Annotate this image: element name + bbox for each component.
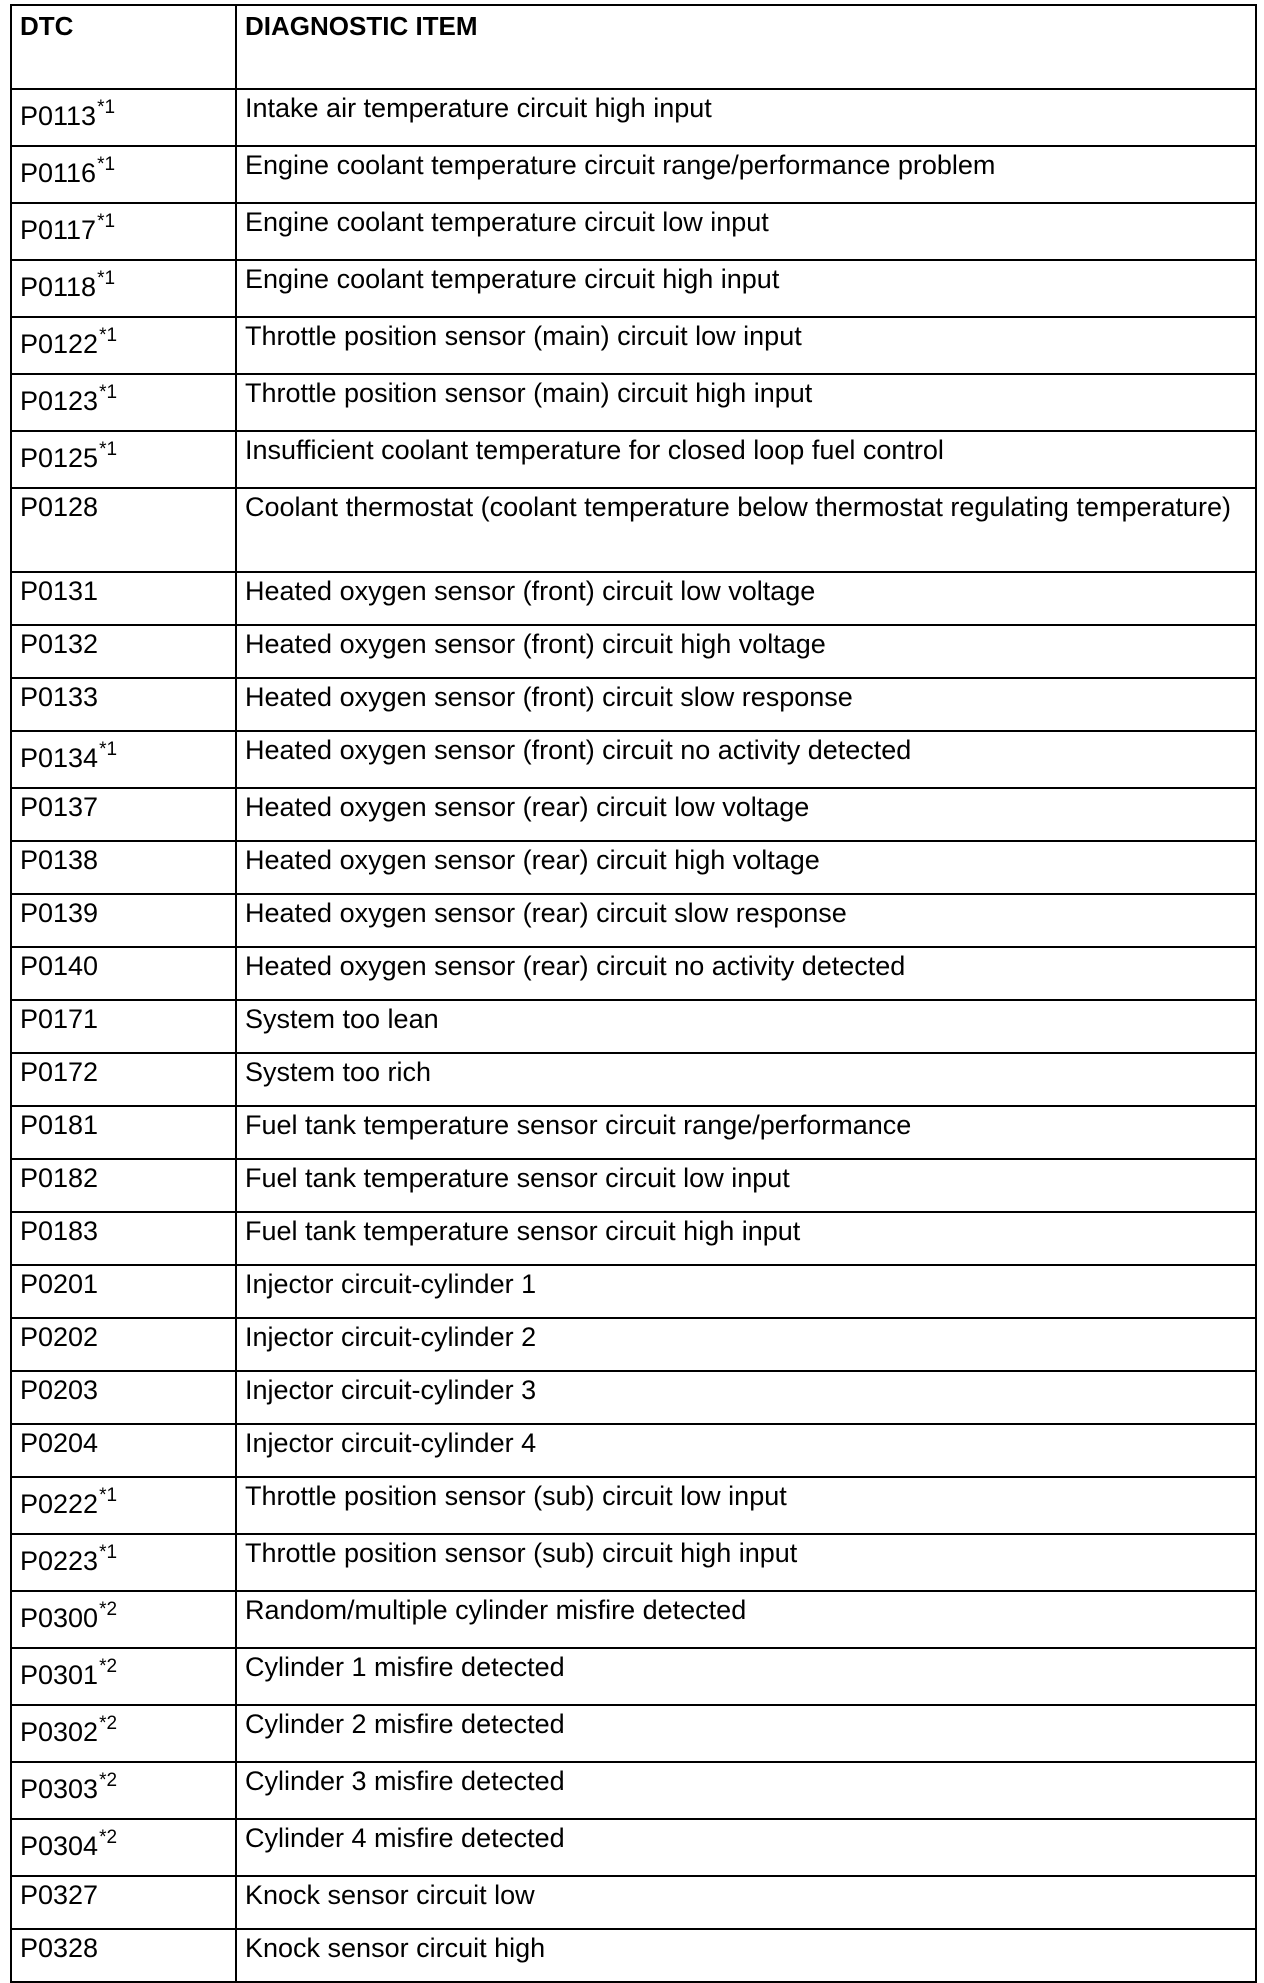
table-row <box>11 488 1256 572</box>
diagnostic-item-text: Fuel tank temperature sensor circuit low input <box>245 1163 790 1193</box>
dtc-code-wrap <box>20 739 118 775</box>
dtc-code-wrap <box>20 1656 118 1692</box>
dtc-code: P0183 <box>20 1216 99 1246</box>
footnote-marker: *1 <box>97 268 116 289</box>
diagnostic-item-cell <box>236 1534 1256 1591</box>
dtc-code-wrap <box>20 382 118 418</box>
diagnostic-item-text: Throttle position sensor (main) circuit high input <box>245 378 813 408</box>
table-row <box>11 1648 1256 1705</box>
diagnostic-item-cell <box>236 317 1256 374</box>
dtc-code: P0117 <box>20 215 97 245</box>
dtc-code: P0304 <box>20 1831 99 1861</box>
dtc-code-cell <box>11 731 236 788</box>
dtc-code: P0182 <box>20 1163 99 1193</box>
footnote-marker: *1 <box>97 97 116 118</box>
dtc-code-wrap <box>20 950 98 983</box>
table-row <box>11 317 1256 374</box>
dtc-code: P0171 <box>20 1004 99 1034</box>
dtc-code-wrap <box>20 154 116 190</box>
diagnostic-item-text: System too lean <box>245 1004 439 1034</box>
table-row <box>11 374 1256 431</box>
diagnostic-item-text: Random/multiple cylinder misfire detected <box>245 1595 747 1625</box>
dtc-code-wrap <box>20 1770 118 1806</box>
diagnostic-item-cell <box>236 1477 1256 1534</box>
dtc-code-wrap <box>20 1932 98 1965</box>
dtc-code-cell <box>11 1053 236 1106</box>
header-diagnostic-item: DIAGNOSTIC ITEM <box>236 5 1256 89</box>
diagnostic-item-cell <box>236 841 1256 894</box>
dtc-code-wrap <box>20 1215 98 1248</box>
diagnostic-item-cell <box>236 1705 1256 1762</box>
table-row <box>11 1762 1256 1819</box>
table-row <box>11 572 1256 625</box>
dtc-code: P0132 <box>20 629 99 659</box>
diagnostic-item-cell <box>236 1371 1256 1424</box>
diagnostic-item-text: Heated oxygen sensor (rear) circuit high voltage <box>245 845 820 875</box>
dtc-code-wrap <box>20 97 116 133</box>
diagnostic-item-cell <box>236 1053 1256 1106</box>
dtc-code-cell <box>11 1371 236 1424</box>
dtc-code-wrap <box>20 1321 98 1354</box>
dtc-code-cell <box>11 1819 236 1876</box>
dtc-code-wrap <box>20 1542 118 1578</box>
dtc-code: P0302 <box>20 1717 99 1747</box>
diagnostic-item-cell <box>236 1876 1256 1929</box>
dtc-code: P0203 <box>20 1375 99 1405</box>
dtc-code-wrap <box>20 439 118 475</box>
dtc-code-wrap <box>20 268 116 304</box>
diagnostic-item-text: Heated oxygen sensor (front) circuit no activity detected <box>245 735 912 765</box>
footnote-marker: *1 <box>97 211 116 232</box>
dtc-code-cell <box>11 1000 236 1053</box>
diagnostic-item-cell <box>236 1929 1256 1982</box>
diagnostic-item-cell <box>236 1762 1256 1819</box>
dtc-code-wrap <box>20 628 98 661</box>
footnote-marker: *1 <box>99 739 118 760</box>
dtc-code-wrap <box>20 1003 98 1036</box>
footnote-marker: *1 <box>99 439 118 460</box>
dtc-code: P0303 <box>20 1774 99 1804</box>
diagnostic-item-text: Injector circuit-cylinder 3 <box>245 1375 537 1405</box>
diagnostic-item-text: Engine coolant temperature circuit high input <box>245 264 780 294</box>
footnote-marker: *1 <box>99 1485 118 1506</box>
diagnostic-item-cell <box>236 1000 1256 1053</box>
footnote-marker: *1 <box>99 1542 118 1563</box>
diagnostic-item-text: Fuel tank temperature sensor circuit high input <box>245 1216 801 1246</box>
diagnostic-item-cell <box>236 1819 1256 1876</box>
dtc-code: P0300 <box>20 1603 99 1633</box>
dtc-code-cell <box>11 947 236 1000</box>
diagnostic-item-cell <box>236 788 1256 841</box>
diagnostic-item-cell <box>236 431 1256 488</box>
dtc-code-cell <box>11 488 236 572</box>
table-row <box>11 1212 1256 1265</box>
dtc-code: P0125 <box>20 443 99 473</box>
diagnostic-item-text: Fuel tank temperature sensor circuit range/performance <box>245 1110 912 1140</box>
dtc-code-cell <box>11 625 236 678</box>
dtc-code-wrap <box>20 897 98 930</box>
diagnostic-item-text: Knock sensor circuit high <box>245 1933 546 1963</box>
diagnostic-item-text: Heated oxygen sensor (front) circuit low voltage <box>245 576 816 606</box>
table-row <box>11 146 1256 203</box>
table-row <box>11 1000 1256 1053</box>
dtc-code: P0122 <box>20 329 99 359</box>
diagnostic-item-cell <box>236 488 1256 572</box>
diagnostic-item-text: Cylinder 4 misfire detected <box>245 1823 565 1853</box>
diagnostic-item-text: Cylinder 3 misfire detected <box>245 1766 565 1796</box>
table-row <box>11 1876 1256 1929</box>
dtc-code-cell <box>11 146 236 203</box>
dtc-code: P0113 <box>20 101 97 131</box>
footnote-marker: *2 <box>99 1827 118 1848</box>
diagnostic-item-cell <box>236 89 1256 146</box>
dtc-code-cell <box>11 374 236 431</box>
dtc-code-cell <box>11 841 236 894</box>
table-row <box>11 731 1256 788</box>
dtc-code: P0172 <box>20 1057 99 1087</box>
dtc-code: P0328 <box>20 1933 99 1963</box>
dtc-code: P0222 <box>20 1489 99 1519</box>
diagnostic-item-cell <box>236 572 1256 625</box>
dtc-code-cell <box>11 1212 236 1265</box>
dtc-code-wrap <box>20 1485 118 1521</box>
diagnostic-item-text: Injector circuit-cylinder 2 <box>245 1322 537 1352</box>
table-row <box>11 1424 1256 1477</box>
diagnostic-item-text: Cylinder 2 misfire detected <box>245 1709 565 1739</box>
dtc-code-cell <box>11 788 236 841</box>
table-row <box>11 1318 1256 1371</box>
dtc-code: P0131 <box>20 576 99 606</box>
diagnostic-item-cell <box>236 1265 1256 1318</box>
diagnostic-item-text: Coolant thermostat (coolant temperature below thermostat regulating temperature) <box>245 492 1232 522</box>
dtc-code: P0139 <box>20 898 99 928</box>
dtc-code: P0327 <box>20 1880 99 1910</box>
table-row <box>11 1053 1256 1106</box>
diagnostic-item-cell <box>236 731 1256 788</box>
diagnostic-item-cell <box>236 625 1256 678</box>
diagnostic-item-text: Insufficient coolant temperature for closed loop fuel control <box>245 435 944 465</box>
diagnostic-item-cell <box>236 203 1256 260</box>
dtc-code-wrap <box>20 1713 118 1749</box>
diagnostic-item-text: Cylinder 1 misfire detected <box>245 1652 565 1682</box>
dtc-code: P0116 <box>20 158 97 188</box>
dtc-code-cell <box>11 89 236 146</box>
dtc-code-wrap <box>20 1268 98 1301</box>
diagnostic-item-text: Heated oxygen sensor (front) circuit high voltage <box>245 629 826 659</box>
dtc-code-cell <box>11 1591 236 1648</box>
dtc-code: P0301 <box>20 1660 99 1690</box>
dtc-code-cell <box>11 1762 236 1819</box>
diagnostic-item-cell <box>236 1591 1256 1648</box>
diagnostic-item-text: Heated oxygen sensor (rear) circuit slow response <box>245 898 847 928</box>
dtc-code-wrap <box>20 681 98 714</box>
dtc-code-cell <box>11 431 236 488</box>
dtc-code: P0138 <box>20 845 99 875</box>
diagnostic-item-cell <box>236 1106 1256 1159</box>
footnote-marker: *1 <box>97 154 116 175</box>
table-row <box>11 203 1256 260</box>
dtc-code-cell <box>11 1705 236 1762</box>
dtc-code-cell <box>11 260 236 317</box>
diagnostic-item-cell <box>236 146 1256 203</box>
footnote-marker: *1 <box>99 325 118 346</box>
table-row <box>11 1159 1256 1212</box>
dtc-code-wrap <box>20 1374 98 1407</box>
dtc-code-wrap <box>20 791 98 824</box>
dtc-code-cell <box>11 1648 236 1705</box>
diagnostic-item-text: Knock sensor circuit low <box>245 1880 535 1910</box>
table-row <box>11 678 1256 731</box>
table-row <box>11 1265 1256 1318</box>
table-header-row <box>11 5 1256 89</box>
footnote-marker: *2 <box>99 1713 118 1734</box>
diagnostic-item-cell <box>236 260 1256 317</box>
dtc-code-wrap <box>20 1056 98 1089</box>
dtc-code-cell <box>11 1265 236 1318</box>
table-row <box>11 89 1256 146</box>
table-row <box>11 260 1256 317</box>
dtc-code: P0202 <box>20 1322 99 1352</box>
diagnostic-item-cell <box>236 1318 1256 1371</box>
table-row <box>11 947 1256 1000</box>
dtc-table <box>10 4 1257 1983</box>
dtc-code: P0181 <box>20 1110 99 1140</box>
diagnostic-item-cell <box>236 1159 1256 1212</box>
dtc-code-wrap <box>20 1827 118 1863</box>
dtc-code: P0133 <box>20 682 99 712</box>
table-row <box>11 1929 1256 1982</box>
table-row <box>11 625 1256 678</box>
footnote-marker: *2 <box>99 1770 118 1791</box>
dtc-code-wrap <box>20 1879 98 1912</box>
dtc-code: P0123 <box>20 386 99 416</box>
table-row <box>11 1477 1256 1534</box>
header-dtc: DTC <box>11 5 236 89</box>
table-row <box>11 894 1256 947</box>
dtc-code-cell <box>11 678 236 731</box>
diagnostic-item-cell <box>236 678 1256 731</box>
dtc-code: P0140 <box>20 951 99 981</box>
diagnostic-item-text: Heated oxygen sensor (front) circuit slow response <box>245 682 853 712</box>
dtc-code: P0204 <box>20 1428 99 1458</box>
footnote-marker: *1 <box>99 382 118 403</box>
dtc-code: P0137 <box>20 792 99 822</box>
dtc-code-wrap <box>20 1599 118 1635</box>
table-row <box>11 1591 1256 1648</box>
table-row <box>11 1371 1256 1424</box>
dtc-code: P0128 <box>20 492 99 522</box>
dtc-code-cell <box>11 1106 236 1159</box>
diagnostic-item-text: Intake air temperature circuit high input <box>245 93 712 123</box>
dtc-code-cell <box>11 1318 236 1371</box>
table-row <box>11 1819 1256 1876</box>
dtc-code-cell <box>11 572 236 625</box>
dtc-code-cell <box>11 317 236 374</box>
diagnostic-item-cell <box>236 1648 1256 1705</box>
dtc-code: P0201 <box>20 1269 99 1299</box>
dtc-code-cell <box>11 1477 236 1534</box>
diagnostic-item-cell <box>236 374 1256 431</box>
diagnostic-item-text: Throttle position sensor (main) circuit low input <box>245 321 802 351</box>
dtc-code-wrap <box>20 1427 98 1460</box>
dtc-code-wrap <box>20 491 98 524</box>
diagnostic-item-text: Injector circuit-cylinder 4 <box>245 1428 537 1458</box>
table-row <box>11 1705 1256 1762</box>
diagnostic-item-text: Heated oxygen sensor (rear) circuit low voltage <box>245 792 810 822</box>
dtc-code: P0134 <box>20 743 99 773</box>
dtc-code-wrap <box>20 844 98 877</box>
table-row <box>11 431 1256 488</box>
diagnostic-item-text: System too rich <box>245 1057 432 1087</box>
dtc-code-cell <box>11 1534 236 1591</box>
diagnostic-item-text: Throttle position sensor (sub) circuit high input <box>245 1538 798 1568</box>
diagnostic-item-cell <box>236 894 1256 947</box>
footnote-marker: *2 <box>99 1656 118 1677</box>
dtc-code: P0223 <box>20 1546 99 1576</box>
diagnostic-item-cell <box>236 1212 1256 1265</box>
diagnostic-item-text: Injector circuit-cylinder 1 <box>245 1269 537 1299</box>
footnote-marker: *2 <box>99 1599 118 1620</box>
dtc-code-cell <box>11 1424 236 1477</box>
diagnostic-item-text: Throttle position sensor (sub) circuit low input <box>245 1481 787 1511</box>
table-row <box>11 841 1256 894</box>
dtc-code: P0118 <box>20 272 97 302</box>
table-body <box>11 89 1256 1982</box>
dtc-code-wrap <box>20 211 116 247</box>
diagnostic-item-text: Heated oxygen sensor (rear) circuit no activity detected <box>245 951 906 981</box>
dtc-code-cell <box>11 1159 236 1212</box>
diagnostic-item-cell <box>236 1424 1256 1477</box>
table-row <box>11 1534 1256 1591</box>
diagnostic-item-text: Engine coolant temperature circuit range/performance problem <box>245 150 996 180</box>
dtc-code-cell <box>11 894 236 947</box>
table-row <box>11 1106 1256 1159</box>
dtc-code-wrap <box>20 1109 98 1142</box>
dtc-code-wrap <box>20 325 118 361</box>
dtc-code-cell <box>11 1876 236 1929</box>
table-row <box>11 788 1256 841</box>
diagnostic-item-cell <box>236 947 1256 1000</box>
diagnostic-item-text: Engine coolant temperature circuit low input <box>245 207 769 237</box>
dtc-code-wrap <box>20 1162 98 1195</box>
dtc-code-cell <box>11 1929 236 1982</box>
dtc-code-wrap <box>20 575 98 608</box>
dtc-code-cell <box>11 203 236 260</box>
